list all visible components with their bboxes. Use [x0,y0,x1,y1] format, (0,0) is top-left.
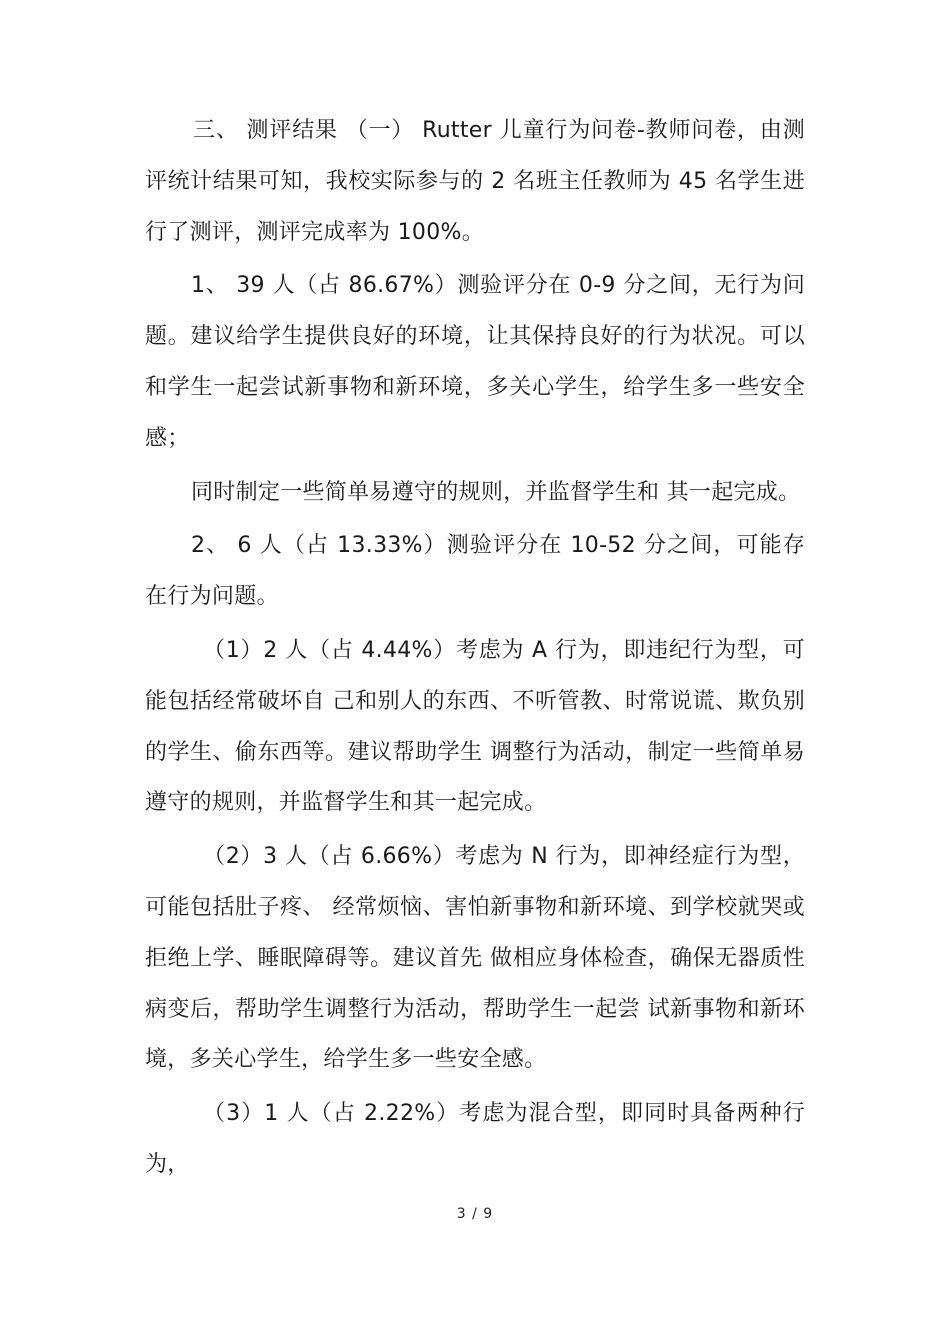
paragraph-mixed-type: （3）1 人（占 2.22%）考虑为混合型，即同时具备两种行为， [145,1101,805,1177]
paragraph-possible-behavior-problem: 2、 6 人（占 13.33%）测验评分在 10-52 分之间，可能存在行为问题。 [145,533,805,610]
paragraph-type-n-behavior: （2）3 人（占 6.66%）考虑为 N 行为，即神经症行为型，可能包括肚子疼、 经常烦恼、害怕新事物和新环境、到学校就哭或拒绝上学、睡眠障碍等。建议首先 做相应身体检查，确保无器质性病变后，帮助学生调整行为活动，帮助学生一起尝 试新事物和新环境，多关心学生，给学生多一些安全感。 [145,844,805,1073]
paragraph-rules-suggestion: 同时制定一些简单易遵守的规则，并监督学生和 其一起完成。 [191,479,801,505]
paragraph-type-a-behavior: （1）2 人（占 4.44%）考虑为 A 行为，即违纪行为型，可能包括经常破坏自 己和别人的东西、不听管教、时常说谎、欺负别的学生、偷东西等。建议帮助学生 调整行为活动，制定一些简单易遵守的规则，并监督学生和其一起完成。 [145,637,805,816]
page-number: 3 / 9 [456,1206,494,1222]
paragraph-evaluation-results: 三、 测评结果 （一） Rutter 儿童行为问卷-教师问卷，由测评统计结果可知，我校实际参与的 2 名班主任教师为 45 名学生进行了测评，测评完成率为 100%。 [145,118,805,245]
paragraph-no-behavior-problem: 1、 39 人（占 86.67%）测验评分在 0-9 分之间，无行为问题。建议给学生提供良好的环境，让其保持良好的行为状况。可以和学生一起尝试新事物和新环境，多关心学生，给学生多一些安全感； [145,273,805,451]
document-body [145,106,805,1194]
